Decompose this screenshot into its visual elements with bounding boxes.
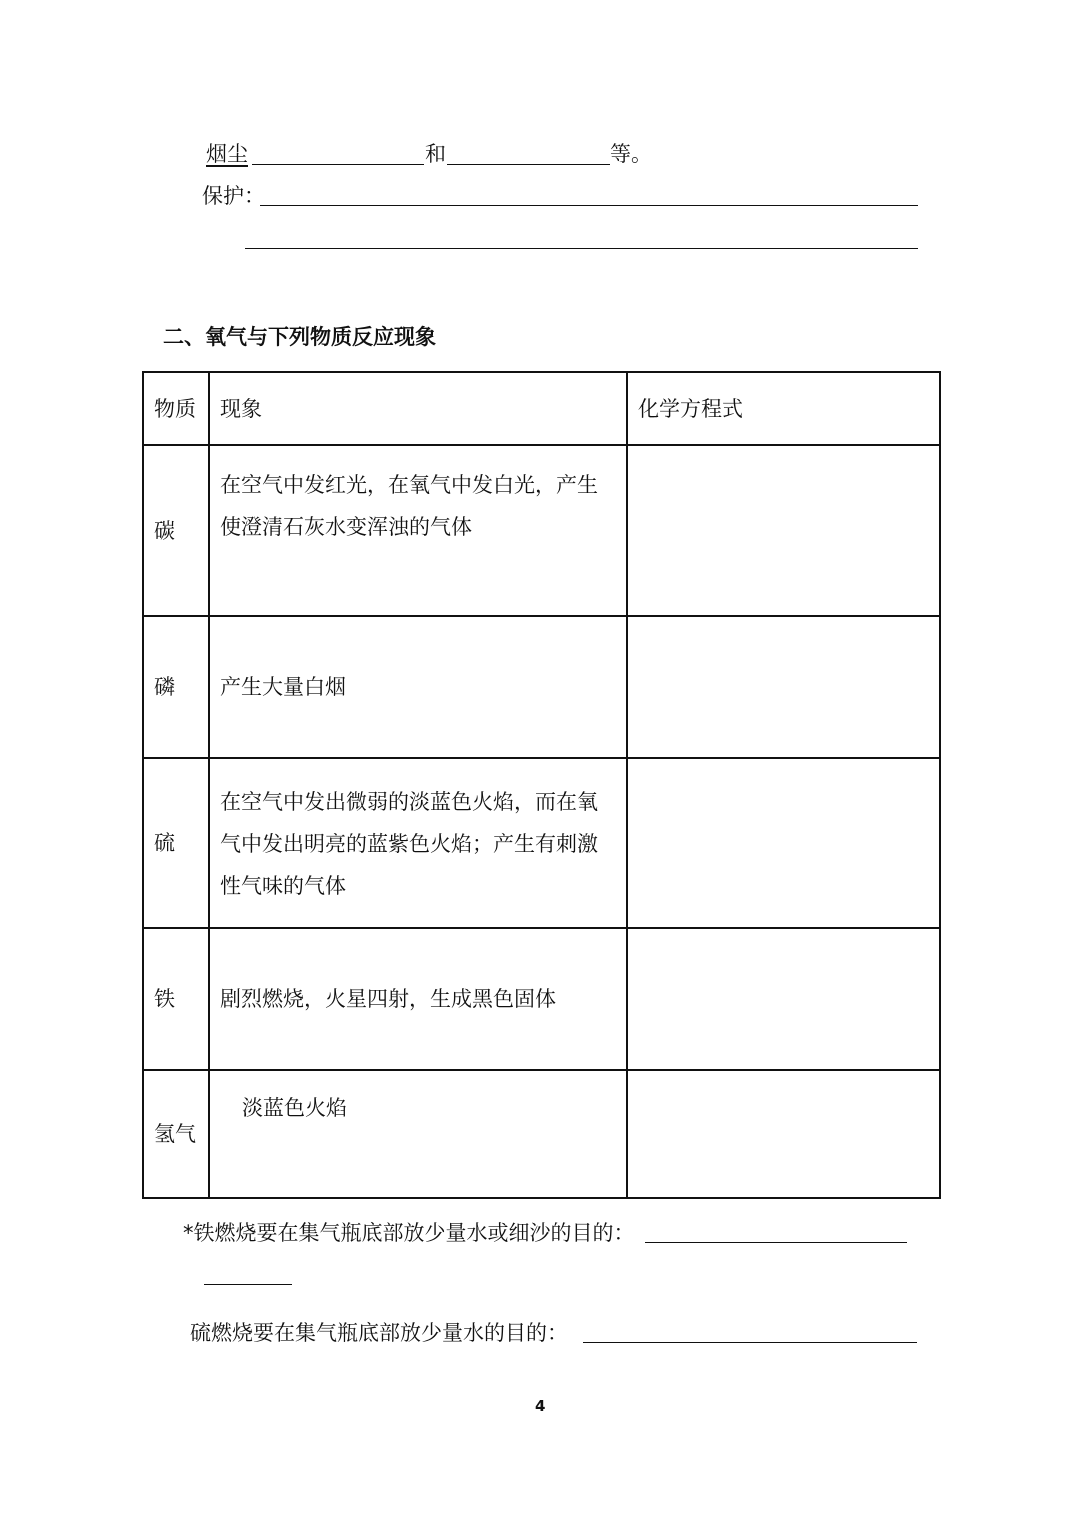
table-header-row — [143, 372, 940, 445]
equation-cell[interactable] — [627, 616, 940, 758]
phenomenon-cell — [209, 1070, 627, 1198]
column-header-phenomenon: 现象 — [209, 372, 627, 445]
phenomenon-text: 剧烈燃烧，火星四射，生成黑色固体 — [220, 987, 556, 1011]
substance-cell: 碳 — [143, 445, 209, 616]
section-heading: 二、氧气与下列物质反应现象 — [163, 325, 436, 349]
table-row — [143, 445, 940, 616]
reaction-table — [142, 371, 941, 1199]
phenomenon-cell — [209, 758, 627, 928]
equation-cell[interactable] — [627, 758, 940, 928]
substance-cell: 氢气 — [143, 1070, 209, 1198]
etc-label: 等。 — [610, 142, 652, 166]
table-row — [143, 616, 940, 758]
smoke-blank-1[interactable] — [252, 164, 424, 165]
phenomenon-cell — [209, 928, 627, 1070]
table-row — [143, 928, 940, 1070]
substance-cell: 磷 — [143, 616, 209, 758]
and-label: 和 — [425, 142, 446, 166]
equation-cell[interactable] — [627, 928, 940, 1070]
page-number: 4 — [535, 1397, 546, 1415]
phenomenon-text: 产生大量白烟 — [220, 675, 346, 699]
sulfur-question: 硫燃烧要在集气瓶底部放少量水的目的： — [190, 1321, 568, 1345]
equation-cell[interactable] — [627, 445, 940, 616]
phenomenon-text: 在空气中发红光，在氧气中发白光，产生使澄清石灰水变浑浊的气体 — [220, 473, 598, 539]
sulfur-answer-blank[interactable] — [583, 1342, 917, 1343]
equation-cell[interactable] — [627, 1070, 940, 1198]
smoke-label: 烟尘 — [206, 142, 248, 166]
iron-question: *铁燃烧要在集气瓶底部放少量水或细沙的目的： — [183, 1221, 635, 1245]
table-row — [143, 1070, 940, 1198]
column-header-equation: 化学方程式 — [627, 372, 940, 445]
iron-answer-blank-2[interactable] — [204, 1284, 292, 1285]
iron-answer-blank-1[interactable] — [645, 1242, 907, 1243]
phenomenon-cell — [209, 616, 627, 758]
column-header-substance: 物质 — [143, 372, 209, 445]
phenomenon-cell — [209, 445, 627, 616]
phenomenon-text: 淡蓝色火焰 — [242, 1096, 347, 1120]
table-row — [143, 758, 940, 928]
substance-cell: 铁 — [143, 928, 209, 1070]
substance-cell: 硫 — [143, 758, 209, 928]
smoke-blank-2[interactable] — [447, 164, 610, 165]
protect-label: 保护： — [202, 184, 265, 208]
protect-blank-1[interactable] — [260, 205, 918, 206]
phenomenon-text: 在空气中发出微弱的淡蓝色火焰，而在氧气中发出明亮的蓝紫色火焰；产生有刺激性气味的气体 — [220, 790, 598, 898]
protect-blank-2[interactable] — [245, 248, 918, 249]
